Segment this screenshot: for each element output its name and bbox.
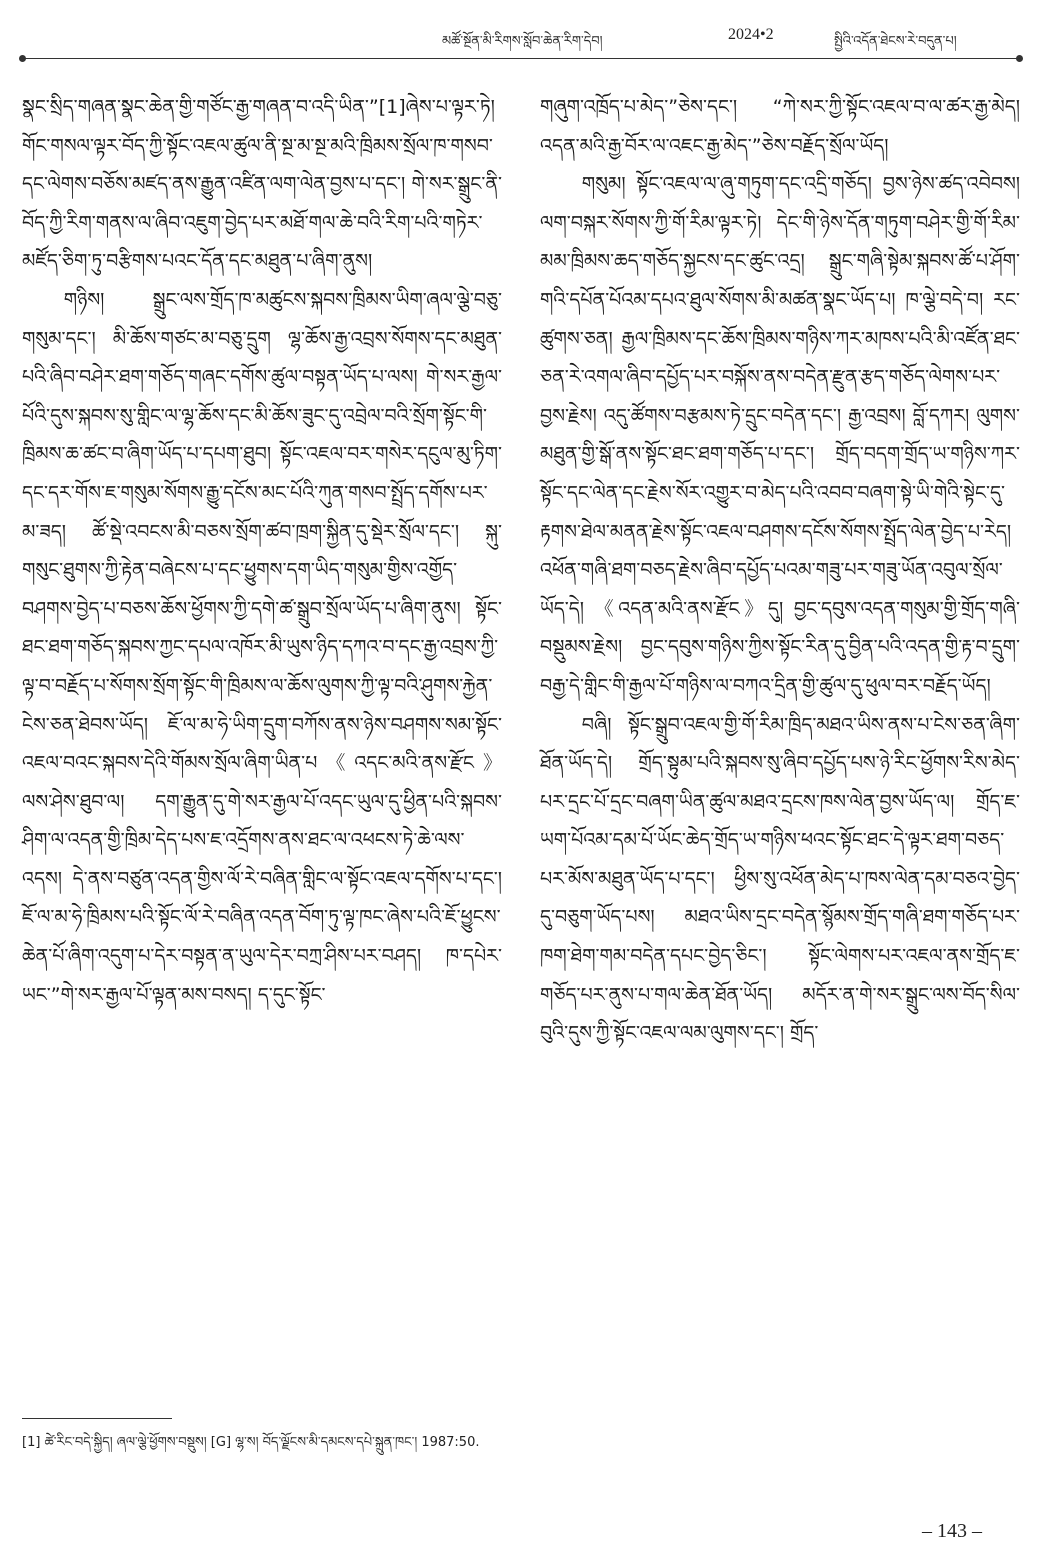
header-rule [22, 58, 1020, 59]
right-paragraph-2: གསུམ། སྟོང་འཇལ་ལ་ཞུ་གཏུག་དང་འདྲི་གཅོད། བྱས་ཉེས་ཚད་འབེབས། ལག་བསྐར་སོགས་ཀྱི་གོ་རིམ་ལྟར་ཏེ། དེང་གི་ཉེས་དོན་གཏུག་བཤེར་གྱི་གོ་རིམ་མམ་ཁྲིམས་ཆད་གཅོད་སྐྱངས་དང་ཚུང་འདྲ། སྒྲུང་གཞི་སྟེམ་སྐབས་ཚོ་པ་ཤོག་གའི་དཔོན་པོའམ་དཔའ་ཐུལ་སོགས་མི་མཚན་སྣང་ཡོད་པ། ཁ་ལྕེ་བདེ་བ། རང་ཚུགས་ཅན། རྒྱལ་ཁྲིམས་དང་ཆོས་ཁྲིམས་གཉིས་ཀར་མཁས་པའི་མི་འཛོན་ཐང་ཅན་རེ་འགལ་ཞིབ་དཔྱོད་པར་བསྐོས་ནས་བདེན་རྫུན་རྩད་གཅོད་ལེགས་པར་བྱས་རྗེས། འདུ་ཚོགས་བརྩམས་ཏེ་དྲུང་བདེན་དང་། རྒྱ་འབྲས། བློ་དཀར། ལུགས་མཐུན་གྱི་སྒོ་ནས་སྟོང་ཐང་ཐག་གཅོད་པ་དང་། གྲོད་བདག་གྲོད་ཡ་གཉིས་ཀར་སྟོང་དང་ལེན་དང་རྗེས་སོར་འགྱུར་བ་མེད་པའི་འབབ་བཞག་སྟེ་ཡི་གེའི་སྟེང་དུ་རྟགས་ཐེལ་མནན་རྗེས་སྟོང་འཇལ་བཤགས་དངོས་སོགས་སྤྲོད་ལེན་བྱེད་པ་རེད། འཕོན་གཞི་ཐག་བཅད་རྗེས་ཞིབ་དཔྱོད་པའམ་གཟུ་པར་གཟུ་ཡོན་འབུལ་སྲོལ་ཡོད་དེ། 《འདན་མའི་ནས་རྫོང》དུ། བྱང་དབུས་འདན་གསུམ་གྱི་གྲོད་གཞི་བསྡུམས་རྗེས། བྱང་དབུས་གཉིས་ཀྱིས་སྟོང་རིན་དུ་བྱིན་པའི་འདན་གྱི་རྟ་བ་དྲུག་བརྒྱ་དེ་གླིང་གི་རྒྱལ་པོ་གཉིས་ལ་བཀའ་དྲིན་གྱི་ཚུལ་དུ་ཕུལ་བར་བརྗོད་ཡོད། [540, 173, 1020, 697]
right-paragraph-3: བཞི། སྟོང་སྒྲུབ་འཇལ་གྱི་གོ་རིམ་ཁྲིད་མཐའ་ཡིས་ནས་པ་ངེས་ཅན་ཞིག་ཐོན་ཡོད་དེ། གྲོད་སྟུམ་པའི་སྐབས་སུ་ཞིབ་དཔྱོད་པས་ཉེ་རིང་ཕྱོགས་རིས་མེད་པར་དྲང་པོ་དྲང་བཞག་ཡིན་ཚུལ་མཐའ་དྲངས་ཁས་ལེན་བྱས་ཡོད་ལ། གྲོད་ཇ་ཡག་པོའམ་དམ་པོ་ཡོང་ཆེད་གྲོད་ཡ་གཉིས་ཕའང་སྟོང་ཐང་དེ་ལྟར་ཐག་བཅད་པར་མོས་མཐུན་ཡོད་པ་དང་། ཕྱིས་སུ་འཕོན་མེད་པ་ཁས་ལེན་དམ་བཅའ་བྱེད་དུ་བཅུག་ཡོད་པས། མཐའ་ཡིས་དྲང་བདེན་སྙོམས་གྲོད་གཞི་ཐག་གཅོད་པར་ཁག་ཐེག་གམ་བདེན་དཔང་བྱེད་ཅིང་། སྟོང་ལེགས་པར་འཇལ་ནས་གྲོད་ཇ་གཅོད་པར་ནུས་པ་གལ་ཆེན་ཐོན་ཡོད། མདོར་ན་གེ་སར་སྒྲུང་ལས་བོད་སིལ་བུའི་དུས་ཀྱི་སྟོང་འཇལ་ལམ་ལུགས་དང་། གྲོད་ [540, 713, 1020, 1045]
series-number: སྤྱིའི་འདོན་ཐེངས་རེ་བདུན་པ། [834, 34, 957, 49]
left-paragraph-2: གཉིས། སྒྲུང་ལས་གྲོད་ཁ་མཚུངས་སྐབས་ཁྲིམས་ཡིག་ཞལ་ལྕེ་བཅུ་གསུམ་དང་། མི་ཆོས་གཙང་མ་བཅུ་དྲུག ལྷ་ཆོས་རྒྱ་འབྲས་སོགས་དང་མཐུན་པའི་ཞིབ་བཤེར་ཐག་གཅོད་གཞང་དགོས་ཚུལ་བསྟན་ཡོད་པ་ལས། གེ་སར་རྒྱལ་པོའི་དུས་སྐབས་སུ་གླིང་ལ་ལྷ་ཆོས་དང་མི་ཆོས་ཟུང་དུ་འབྲེལ་བའི་སྲོག་སྟོང་གི་ཁྲིམས་ཆ་ཚང་བ་ཞིག་ཡོད་པ་དཔག་ཐུབ། སྟོང་འཇལ་བར་གསེར་དངུལ་མུ་ཏིག་དང་དར་གོས་ཇ་གསུམ་སོགས་རྒྱུ་དངོས་མང་པོའི་ཀུན་གསབ་སྤྲོད་དགོས་པར་མ་ཟད། ཚོ་སྡེ་འབངས་མི་བཅས་སྲོག་ཚབ་ཁྲག་སྐྱིན་དུ་སྡེར་སྲོལ་དང་། སྐུ་གསུང་ཐུགས་ཀྱི་རྟེན་བཞེངས་པ་དང་ཕྱུགས་དག་ཡིད་གསུམ་གྱིས་འགྱོད་བཤགས་བྱེད་པ་བཅས་ཆོས་ཕྱོགས་ཀྱི་དགེ་ཚ་སྒྲུབ་སྲོལ་ཡོད་པ་ཞིག་ནུས། སྟོང་ཐང་ཐག་གཅོད་སྐབས་ཀྱང་དཔལ་འཁོར་མི་ཡུས་ཉིད་དཀའ་བ་དང་རྒྱ་འབྲས་ཀྱི་ལྟ་བ་བརྗོད་པ་སོགས་སྲོག་སྟོང་གི་ཁྲིམས་ལ་ཆོས་ལུགས་ཀྱི་ལྟ་བའི་ཤུགས་རྐྱེན་ངེས་ཅན་ཐེབས་ཡོད། ཇོ་ལ་མ་ཧེ་ཡིག་དྲུག་བཀོས་ནས་ཉེས་བཤགས་སམ་སྟོང་འཇལ་བའང་སྐབས་དེའི་གོམས་སྲོལ་ཞིག་ཡིན་པ《འདང་མའི་ནས་རྫོང》ལས་ཤེས་ཐུབ་ལ། དག་རྒྱུན་དུ་གེ་སར་རྒྱལ་པོ་འདང་ཡུལ་དུ་ཕྱིན་པའི་སྐབས་ཤིག་ལ་འདན་གྱི་ཁྲིམ་དེད་པས་ཇ་འདྲོགས་ནས་ཐང་ལ་འཕངས་ཏེ་ཆེ་ལས་འདས། དེ་ནས་བཙུན་འདན་གྱིས་ལོ་རེ་བཞིན་གླིང་ལ་སྟོང་འཇལ་དགོས་པ་དང་། ཇོ་ལ་མ་ཧེ་ཁྲིམས་པའི་སྟོང་ལོ་རེ་བཞིན་འདན་བོག་ཏུ་ལྟ་ཁང་ཞེས་པའི་ཇོ་ཕྱུངས་ཆེན་པོ་ཞིག་འདུག་པ་དེར་བསྟན་ན་ཡུལ་དེར་བཀྲ་ཤིས་པར་བཤད། ཁ་དཔེར་ཡང་”གེ་སར་རྒྱལ་པོ་ལྟན་མས་བསད། ད་དུང་སྟོང་ [22, 288, 502, 1006]
issue-number: 2024•2 [728, 26, 774, 43]
left-column [22, 88, 502, 1014]
footnote-rule [22, 1418, 172, 1419]
journal-title: མཚོ་སྔོན་མི་རིགས་སློབ་ཆེན་རིག་དེབ། [442, 34, 603, 49]
running-header [22, 18, 1020, 58]
page-number: – 143 – [922, 1520, 982, 1542]
footnote: [1] ཚེ་རིང་བདེ་སྐྱིད། ཞལ་ལྕེ་ཕྱོགས་བསྡུས། [G] ལྷ་ས། བོད་ལྗོངས་མི་དམངས་དཔེ་སྐྲུན་ཁང་། 1987:50. [22, 1435, 480, 1450]
left-paragraph-1: སྣང་སྲིད་གཞན་སྣང་ཆེན་གྱི་གཙོང་རྒྱ་གཞན་བ་འདི་ཡིན་”[1]ཞེས་པ་ལྟར་ཏེ། གོང་གསལ་ལྟར་བོད་ཀྱི་སྟོང་འཇལ་ཚུལ་ནི་སྔ་མ་སྔ་མའི་ཁྲིམས་སྲོལ་ཁ་གསབ་དང་ལེགས་བཅོས་མཛད་ནས་རྒྱུན་འཛིན་ལག་ལེན་བྱས་པ་དང་། གེ་སར་སྒྲུང་ནི་བོད་ཀྱི་རིག་གནས་ལ་ཞིབ་འཇུག་བྱེད་པར་མཐོ་གལ་ཆེ་བའི་རིག་པའི་གཏེར་མཛོད་ཅིག་ཏུ་བརྩིགས་པའང་དོན་དང་མཐུན་པ་ཞིག་ནུས། [22, 96, 502, 273]
right-paragraph-1: གཞུག་འཁྲོད་པ་མེད་”ཅེས་དང་། “ཀེ་སར་ཀྱི་སྟོང་འཇལ་བ་ལ་ཚར་རྒྱ་མེད། འདན་མའི་རྒྱ་བོར་ལ་འཇང་རྒྱ་མེད་”ཅེས་བརྗོད་སྲོལ་ཡོད། [540, 96, 1020, 157]
header-rule-dot-right [1016, 55, 1023, 62]
right-column [540, 88, 1020, 1053]
header-rule-dot-left [19, 55, 26, 62]
